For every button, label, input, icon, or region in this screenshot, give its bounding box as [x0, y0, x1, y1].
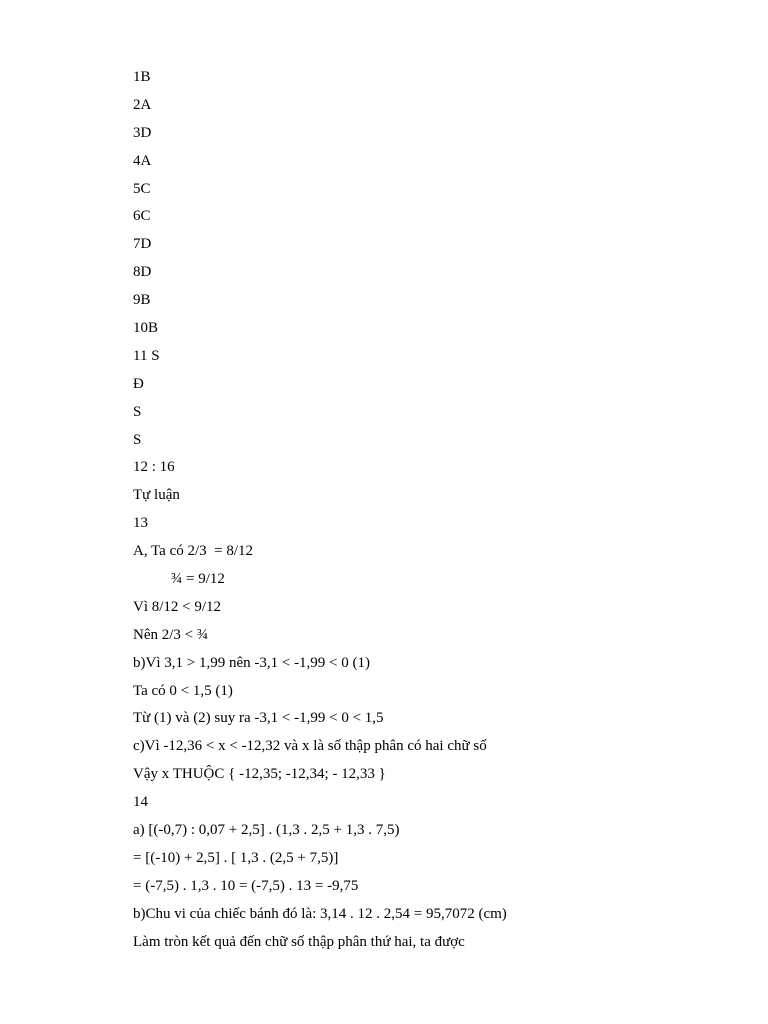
solution-line: Nên 2/3 < ¾: [133, 626, 209, 643]
answer-line: 11 S: [133, 347, 160, 364]
solution-line: = [(-10) + 2,5] . [ 1,3 . (2,5 + 7,5)]: [133, 849, 339, 866]
solution-line: A, Ta có 2/3 = 8/12: [133, 543, 254, 560]
answer-line: 1B: [133, 69, 151, 85]
answer-line: 6C: [133, 208, 151, 225]
solution-line: b)Chu vi của chiếc bánh đó là: 3,14 . 12 . 2,54 = 95,7072 (cm): [133, 905, 507, 922]
document-page: [133, 64, 733, 957]
answer-line: S: [133, 431, 142, 448]
answer-line: 7D: [133, 236, 152, 253]
solution-line: a) [(-0,7) : 0,07 + 2,5] . (1,3 . 2,5 + 1,3 . 7,5): [133, 822, 400, 839]
solution-line: Từ (1) và (2) suy ra -3,1 < -1,99 < 0 < 1,5: [133, 710, 384, 727]
question-number: 13: [133, 515, 148, 532]
solution-line: Làm tròn kết quả đến chữ số thập phân thứ hai, ta được: [133, 933, 465, 950]
answer-line: 3D: [133, 124, 152, 141]
solution-line: Ta có 0 < 1,5 (1): [133, 682, 233, 699]
solution-line: Vì 8/12 < 9/12: [133, 598, 222, 615]
solution-line: Vậy x THUỘC { -12,35; -12,34; - 12,33 }: [133, 766, 386, 783]
answer-line: 2A: [133, 96, 152, 113]
answer-line: 12 : 16: [133, 459, 175, 476]
solution-line: b)Vì 3,1 > 1,99 nên -3,1 < -1,99 < 0 (1): [133, 654, 371, 671]
section-heading: Tự luận: [133, 487, 180, 504]
answer-line: 4A: [133, 152, 152, 169]
answer-line: 8D: [133, 264, 152, 281]
answer-line: 9B: [133, 292, 151, 309]
solution-line: = (-7,5) . 1,3 . 10 = (-7,5) . 13 = -9,75: [133, 877, 359, 894]
answer-line: S: [133, 403, 142, 420]
answer-line: 5C: [133, 180, 151, 197]
answer-line: Đ: [133, 375, 144, 392]
question-number: 14: [133, 794, 148, 811]
solution-line: c)Vì -12,36 < x < -12,32 và x là số thập phân có hai chữ số: [133, 738, 487, 755]
answer-line: 10B: [133, 320, 159, 337]
solution-line: ¾ = 9/12: [171, 571, 225, 588]
